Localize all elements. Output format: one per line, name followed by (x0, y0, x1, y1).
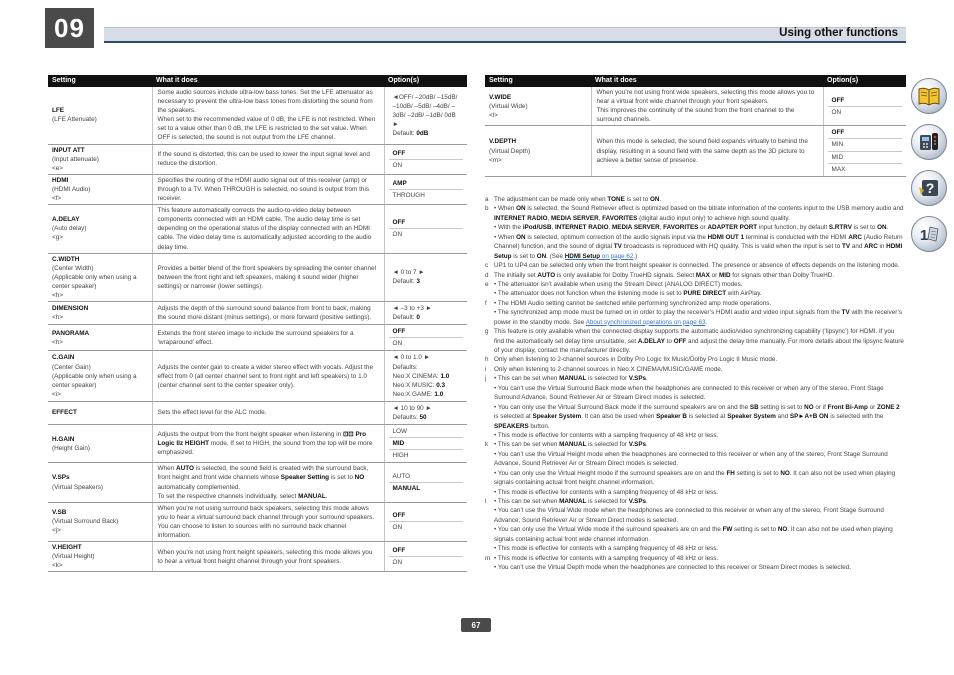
option-value: MANUAL (389, 482, 464, 494)
setting-options (384, 144, 467, 174)
option-value: ON (389, 556, 464, 568)
option-value: ON (389, 228, 464, 240)
setting-name: HDMI (52, 176, 69, 184)
footnote-letter: c (485, 262, 489, 270)
option-value: OFF (392, 328, 406, 336)
setting-subtitle: (Applicable only when using a center speaker) (52, 273, 137, 290)
footnote-letter (485, 450, 494, 469)
setting-options (384, 87, 467, 144)
setting-options (823, 87, 906, 126)
col-header-options: Option(s) (384, 75, 467, 87)
footnote-letter (485, 506, 494, 525)
setting-subtitle: <i> (52, 390, 61, 398)
setting-options (384, 425, 467, 463)
footnote-f (485, 299, 905, 308)
option-value: MID (828, 151, 903, 163)
option-value: MID (389, 437, 464, 449)
setting-subtitle: (Virtual Height) (52, 553, 95, 561)
footnote-m (485, 563, 905, 572)
setting-description: If the sound is distorted, this can be used to lower the input signal level and reduce the distortion. (152, 144, 384, 174)
footnote-letter: m (485, 554, 491, 562)
page-link[interactable]: About synchronized operations on page 63 (585, 318, 706, 326)
setting-subtitle: (Height Gain) (52, 444, 91, 452)
option-value: ON (389, 159, 464, 171)
footnote-letter: i (485, 365, 487, 373)
footnote-text: • You can’t use the Virtual Depth mode when the headphones are connected to this receiver or Stream Direct modes is selected. (494, 564, 852, 572)
footnote-text: The adjustment can be made only when TONE is set to ON. (494, 196, 662, 203)
table-row (48, 542, 467, 572)
setting-name-cell (48, 401, 152, 424)
option-value: ◄ 10 to 90 ► Defaults: 50 (392, 404, 432, 421)
table-row (48, 205, 467, 253)
footnote-letter (485, 308, 494, 327)
footnote-l (485, 525, 905, 544)
footnote-text: • You can only use the Virtual Height mode if the surround speakers are on and the FH setting is set to NO. It can also not be used when playing signals containing actual front height channel information. (494, 469, 896, 487)
footnote-m (485, 554, 905, 563)
setting-options (384, 502, 467, 541)
footnote-text: • This mode is effective for contents with a sampling frequency of 48 kHz or less. (494, 488, 719, 496)
setting-description: Specifies the routing of the HDMI audio signal out of this receiver (amp) or through to a TV. When THROUGH is selected, no sound is output from this receiver. (152, 174, 384, 204)
setting-options (384, 325, 467, 351)
option-value: OFF (392, 512, 406, 520)
footnote-d (485, 271, 905, 280)
footnote-b (485, 233, 905, 261)
setting-description: When you’re not using front height speakers, selecting this mode allows you to hear a virtual front height channel through your front speakers. (152, 542, 384, 572)
footnote-text: Only when listening to 2-channel sources in Dolby Pro Logic IIx Music/Dolby Pro Logic II Music mode. (494, 356, 778, 364)
footnote-text: • You can’t use the Virtual Surround Back mode when the headphones are connected to this receiver or when any of the stereo, Front Stage Surround Advance, Sound Retriever Air or Stream Direct modes is selected. (494, 384, 884, 402)
setting-subtitle: (Virtual Surround Back) (52, 518, 119, 526)
table-row (48, 87, 467, 144)
footnote-text: • When ON is selected, optimum correction of the audio signals input via the HDMI OUT 1 terminal is conducted with the HDMI ARC (Audio Return Channel) function, and the sound of digital TV broadcasts is reproduced with HQ quality. This is valid when the input is set to TV and ARC in HDMI Setup is set to ON. (See HDMI Setup on page 62.) (494, 233, 903, 260)
footnote-text: • You can only use the Virtual Surround Back mode if the surround speakers are on and the SB setting is set to NO or if Front Bi-Amp or ZONE 2 is selected at Speaker System. It can also be used when Speaker B is selected at Speaker System and SP►A+B ON is selected with the SPEAKERS button. (494, 403, 900, 430)
setting-name-cell (48, 502, 152, 541)
option-value: HIGH (389, 449, 464, 461)
setting-name: H.GAIN (52, 435, 75, 443)
option-value: OFF (392, 149, 406, 157)
setting-subtitle: (Applicable only when using a center speaker) (52, 372, 137, 389)
option-value: OFF (392, 219, 406, 227)
footnote-e (485, 289, 905, 298)
footnote-letter: k (485, 441, 489, 449)
setting-name-cell (48, 174, 152, 204)
option-value: THROUGH (389, 189, 464, 201)
footnote-text: • This can be set when MANUAL is selected for V.SPs. (494, 441, 648, 449)
footnote-i (485, 365, 905, 374)
footnote-j (485, 431, 905, 440)
setting-subtitle: (Virtual Depth) (489, 147, 531, 155)
setting-subtitle: <k> (52, 562, 63, 570)
setting-options (823, 126, 906, 176)
option-value: MIN (828, 138, 903, 150)
setting-name-cell (48, 253, 152, 301)
footnote-k (485, 450, 905, 469)
table-row (48, 325, 467, 351)
settings-table-right (485, 75, 906, 177)
footnote-letter (485, 469, 494, 488)
footnote-j (485, 403, 905, 431)
table-row (48, 425, 467, 463)
col-header-options: Option(s) (823, 75, 906, 87)
setting-description: When this mode is selected, the sound field expands virtually to behind the display, resulting in a sound field with the same depth as the 3D picture to achieve a better sense of presence. (591, 126, 823, 176)
option-value: MAX (828, 163, 903, 175)
footnote-b (485, 204, 905, 223)
footnote-l (485, 506, 905, 525)
footnote-l (485, 497, 905, 506)
footnote-f (485, 308, 905, 327)
footnote-text: • This can be set when MANUAL is selected for V.SPs. (494, 375, 648, 383)
setting-subtitle: (Input attenuate) (52, 155, 99, 163)
setting-name-cell (48, 351, 152, 401)
setting-name: V.SB (52, 509, 67, 517)
option-value: ◄ –3 to +3 ► Default: 0 (392, 305, 432, 322)
setting-name-cell (48, 463, 152, 502)
option-value: ON (828, 106, 903, 118)
table-row (48, 463, 467, 502)
setting-name: V.DEPTH (489, 138, 517, 146)
setting-name: INPUT ATT (52, 146, 85, 154)
setting-subtitle: <l> (489, 111, 498, 119)
setting-subtitle: <g> (52, 234, 64, 242)
setting-options (384, 542, 467, 572)
footnote-k (485, 440, 905, 449)
setting-name-cell (485, 126, 591, 176)
table-row (48, 502, 467, 541)
setting-subtitle: <m> (489, 156, 502, 164)
header-bar (104, 27, 906, 43)
setting-subtitle: (Center Gain) (52, 363, 91, 371)
setting-subtitle: (Virtual Speakers) (52, 483, 104, 491)
table-row (485, 87, 906, 126)
setting-description: When AUTO is selected, the sound field is created with the surround back, front height and front wide channels whose Speaker Setting is set to NO automatically complemented. To set the respective channels individually, select MANUAL. (152, 463, 384, 502)
col-header-what: What it does (152, 75, 384, 87)
setting-options (384, 253, 467, 301)
setting-name: V.HEIGHT (52, 544, 82, 552)
question-help-icon[interactable] (911, 170, 947, 206)
setting-description: Extends the front stereo image to include the surround speakers for a ‘wraparound’ effect. (152, 325, 384, 351)
col-header-setting: Setting (485, 75, 591, 87)
footnote-letter: h (485, 356, 489, 364)
footnotes (485, 195, 905, 573)
setting-options (384, 351, 467, 401)
footnote-text: • With the iPod/USB, INTERNET RADIO, MEDIA SERVER, FAVORITES or ADAPTER PORT input function, by default S.RTRV is set to ON. (494, 224, 889, 232)
option-value: ◄ 0 to 1.0 ► Defaults: Neo:X CINEMA: 1.0 Neo:X MUSIC: 0.3 Neo:X GAME: 1.0 (392, 354, 450, 398)
footnote-letter (485, 488, 494, 497)
appendix-icon[interactable] (911, 216, 947, 252)
setting-name: A.DELAY (52, 216, 80, 224)
table-row (48, 302, 467, 325)
setting-description: This feature automatically corrects the audio-to-video delay between components connected with an HDMI cable. The audio delay time is set depending on the operational status of the display connected with an HDMI cable. The video delay time is automatically adjusted according to the audio delay time. (152, 205, 384, 253)
footnote-letter (485, 525, 494, 544)
footnote-text: • The synchronized amp mode must be turned on in order to play the receiver’s HDMI audio and video input signals from the TV with the receiver’s power in the standby mode. See About synchronized operations on page 63. (494, 309, 902, 326)
setting-subtitle: (HDMI Audio) (52, 185, 91, 193)
setting-subtitle: <h> (52, 291, 64, 299)
table-row (48, 401, 467, 424)
setting-subtitle: <j> (52, 527, 61, 535)
footnote-text: • You can’t use the Virtual Height mode when the headphones are connected to this receiver or when any of the stereo, Front Stage Surround Advance, Sound Retriever Air or Stream Direct modes is selected. (494, 450, 888, 468)
setting-name: DIMENSION (52, 305, 89, 313)
footnote-a (485, 195, 905, 204)
footnote-text: • This can be set when MANUAL is selected for V.SPs. (494, 498, 648, 505)
footnote-text: The initially set AUTO is only available for Dolby TrueHD signals. Select MAX or MID for signals other than Dolby TrueHD. (494, 271, 835, 279)
footnote-text: • The attenuator does not function when the listening mode is set to PURE DIRECT with AirPlay. (494, 290, 762, 298)
chapter-number: 09 (45, 8, 94, 48)
footnote-letter: e (485, 280, 489, 288)
footnote-letter (485, 384, 494, 403)
table-row (48, 351, 467, 401)
footnote-text: • When ON is selected, the Sound Retriever effect is optimized based on the bitrate information of the contents input to the USB memory audio and INTERNET RADIO, MEDIA SERVER, FAVORITES (digital audio input only) to achieve high sound quality. (494, 205, 904, 222)
footnote-letter (485, 223, 494, 232)
setting-description: Adjusts the center gain to create a wider stereo effect with vocals. Adjust the effect from 0 (all center channel sent to front right and left speakers) to 1.0 (center channel sent to the center speaker only). (152, 351, 384, 401)
footnote-h (485, 355, 905, 364)
setting-subtitle: (LFE Attenuate) (52, 116, 97, 124)
footnote-l (485, 544, 905, 553)
table-row (48, 253, 467, 301)
footnote-text: • The HDMI Audio setting cannot be switched while performing synchronized amp mode operations. (494, 299, 772, 307)
footnote-letter: b (485, 205, 489, 213)
footnote-e (485, 280, 905, 289)
col-header-setting: Setting (48, 75, 152, 87)
option-value: OFF (392, 547, 406, 555)
footnote-text: • This mode is effective for contents with a sampling frequency of 48 kHz or less. (494, 545, 719, 553)
setting-subtitle: (Center Width) (52, 264, 94, 272)
setting-description: When you’re not using front wide speakers, selecting this mode allows you to hear a virtual front wide channel through your front speakers. This improves the continuity of the sound from the front channel to the surround channels. (591, 87, 823, 126)
footnote-text: • The attenuator isn’t available when using the Stream Direct (ANALOG DIRECT) modes. (494, 280, 743, 288)
setting-description: Some audio sources include ultra-low bass tones. Set the LFE attenuator as necessary to prevent the ultra-low bass tones from distorting the sound from the speakers. When set to the recommended value of 0 dB, the LFE is not restricted. When set to a value other than 0 dB, the LFE is restricted to the set value. When OFF is selected, the sound is not output from the LFE channel. (152, 87, 384, 144)
footnote-k (485, 469, 905, 488)
footnote-j (485, 384, 905, 403)
setting-options (384, 205, 467, 253)
page-number: 67 (461, 618, 491, 632)
setting-name-cell (48, 425, 152, 463)
table-row (48, 144, 467, 174)
side-nav-icons (911, 78, 949, 262)
option-value: ◄OFF/ –20dB/ –15dB/ –10dB/ –5dB/ –4dB/ –3dB/ –2dB/ –1dB/ 0dB ► Default: 0dB (392, 93, 458, 137)
table-row (485, 126, 906, 176)
setting-description: Adjusts the depth of the surround sound balance from front to back, making the sound more distant (minus settings), or more forward (positive settings). (152, 302, 384, 325)
footnote-letter: j (485, 375, 487, 383)
section-title: Using other functions (779, 27, 898, 39)
setting-name: C.WIDTH (52, 255, 80, 263)
setting-subtitle: <f> (52, 195, 62, 203)
setting-subtitle: (Virtual Wide) (489, 102, 528, 110)
footnote-text: This feature is only available when the connected display supports the automatic audio/video synchronizing capability (‘lipsync’) for HDMI. If you find the automatically set delay time unsuitable, set A.DELAY to OFF and adjust the delay time manually. For more details about the lipsync feature of your display, contact the manufacturer directly. (494, 328, 904, 354)
setting-name: C.GAIN (52, 354, 75, 362)
setting-name: V.WIDE (489, 93, 512, 101)
setting-options (384, 401, 467, 424)
setting-name: EFFECT (52, 409, 77, 417)
setting-name: LFE (52, 107, 65, 115)
footnote-letter: g (485, 328, 489, 336)
table-row (48, 174, 467, 204)
option-value: OFF (831, 96, 845, 104)
settings-table-left (48, 75, 467, 572)
svg-text:?: ? (925, 180, 935, 196)
setting-name-cell (485, 87, 591, 126)
footnote-letter: a (485, 196, 489, 203)
footnote-text: • You can only use the Virtual Wide mode if the surround speakers are on and the FW setting is set to NO. It can also not be used when playing signals containing actual front wide channel information. (494, 526, 893, 543)
option-value: LOW (392, 428, 408, 436)
setting-options (384, 463, 467, 502)
footnote-letter: f (485, 299, 487, 307)
footnote-j (485, 374, 905, 383)
book-icon[interactable] (911, 78, 947, 114)
option-value: OFF (831, 129, 845, 137)
option-value: ◄ 0 to 7 ► Default: 3 (392, 269, 425, 286)
footnote-text: UP1 to UP4 can be selected only when the front height speaker is connected. The presence or absence of effects depends on the listening mode. (494, 262, 900, 270)
setting-subtitle: <h> (52, 338, 64, 346)
setting-description: Adjusts the output from the front height speaker when listening in ⊡⊡ Pro Logic IIz HEIGHT mode. If set to HIGH, the sound from the top will be more emphasized. (152, 425, 384, 463)
setting-name-cell (48, 325, 152, 351)
setting-name-cell (48, 302, 152, 325)
footnote-text: • This mode is effective for contents with a sampling frequency of 48 kHz or less. (494, 431, 719, 439)
setting-name-cell (48, 205, 152, 253)
option-value: AUTO (392, 472, 411, 480)
footnote-text: • This mode is effective for contents with a sampling frequency of 48 kHz or less. (494, 554, 719, 562)
footnote-text: • You can’t use the Virtual Wide mode when the headphones are connected to this receiver or when any of the stereo, Front Stage Surround Advance, Sound Retriever Air or Stream Direct modes is selected. (494, 507, 884, 524)
footnote-letter (485, 563, 494, 572)
footnote-g (485, 327, 905, 355)
option-value: ON (389, 337, 464, 349)
page-link[interactable]: HDMI Setup on page 62 (564, 252, 634, 260)
option-value: ON (389, 521, 464, 533)
setting-name-cell (48, 87, 152, 144)
setting-description: When you’re not using surround back speakers, selecting this mode allows you to hear a virtual surround back channel through your surround speakers. You can choose to listen to sources with no surround back channel information. (152, 502, 384, 541)
footnote-letter (485, 233, 494, 261)
footnote-letter: d (485, 271, 489, 279)
footnote-text: Only when listening to 2-channel sources in Neo:X CINEMA/MUSIC/GAME mode. (494, 365, 723, 373)
footnote-letter: l (485, 498, 487, 505)
col-header-what: What it does (591, 75, 823, 87)
setting-subtitle: <h> (52, 314, 64, 322)
setting-name-cell (48, 542, 152, 572)
setting-description: Sets the effect level for the ALC mode. (152, 401, 384, 424)
setting-name-cell (48, 144, 152, 174)
option-value: AMP (392, 179, 407, 187)
footnote-c (485, 261, 905, 270)
setting-subtitle: (Auto delay) (52, 225, 87, 233)
setting-options (384, 174, 467, 204)
footnote-b (485, 223, 905, 232)
footnote-letter (485, 431, 494, 440)
setting-name: PANORAMA (52, 329, 90, 337)
footnote-letter (485, 544, 494, 553)
setting-name: V.SPs (52, 474, 70, 482)
footnote-letter (485, 403, 494, 431)
svg-text:1: 1 (919, 227, 929, 244)
setting-options (384, 302, 467, 325)
footnote-k (485, 488, 905, 497)
setting-subtitle: <e> (52, 164, 64, 172)
footnote-letter (485, 289, 494, 298)
setting-description: Provides a better blend of the front speakers by spreading the center channel between the front right and left speakers, making it sound wider (higher settings) or narrower (lower settings). (152, 253, 384, 301)
remote-control-icon[interactable] (911, 124, 947, 160)
